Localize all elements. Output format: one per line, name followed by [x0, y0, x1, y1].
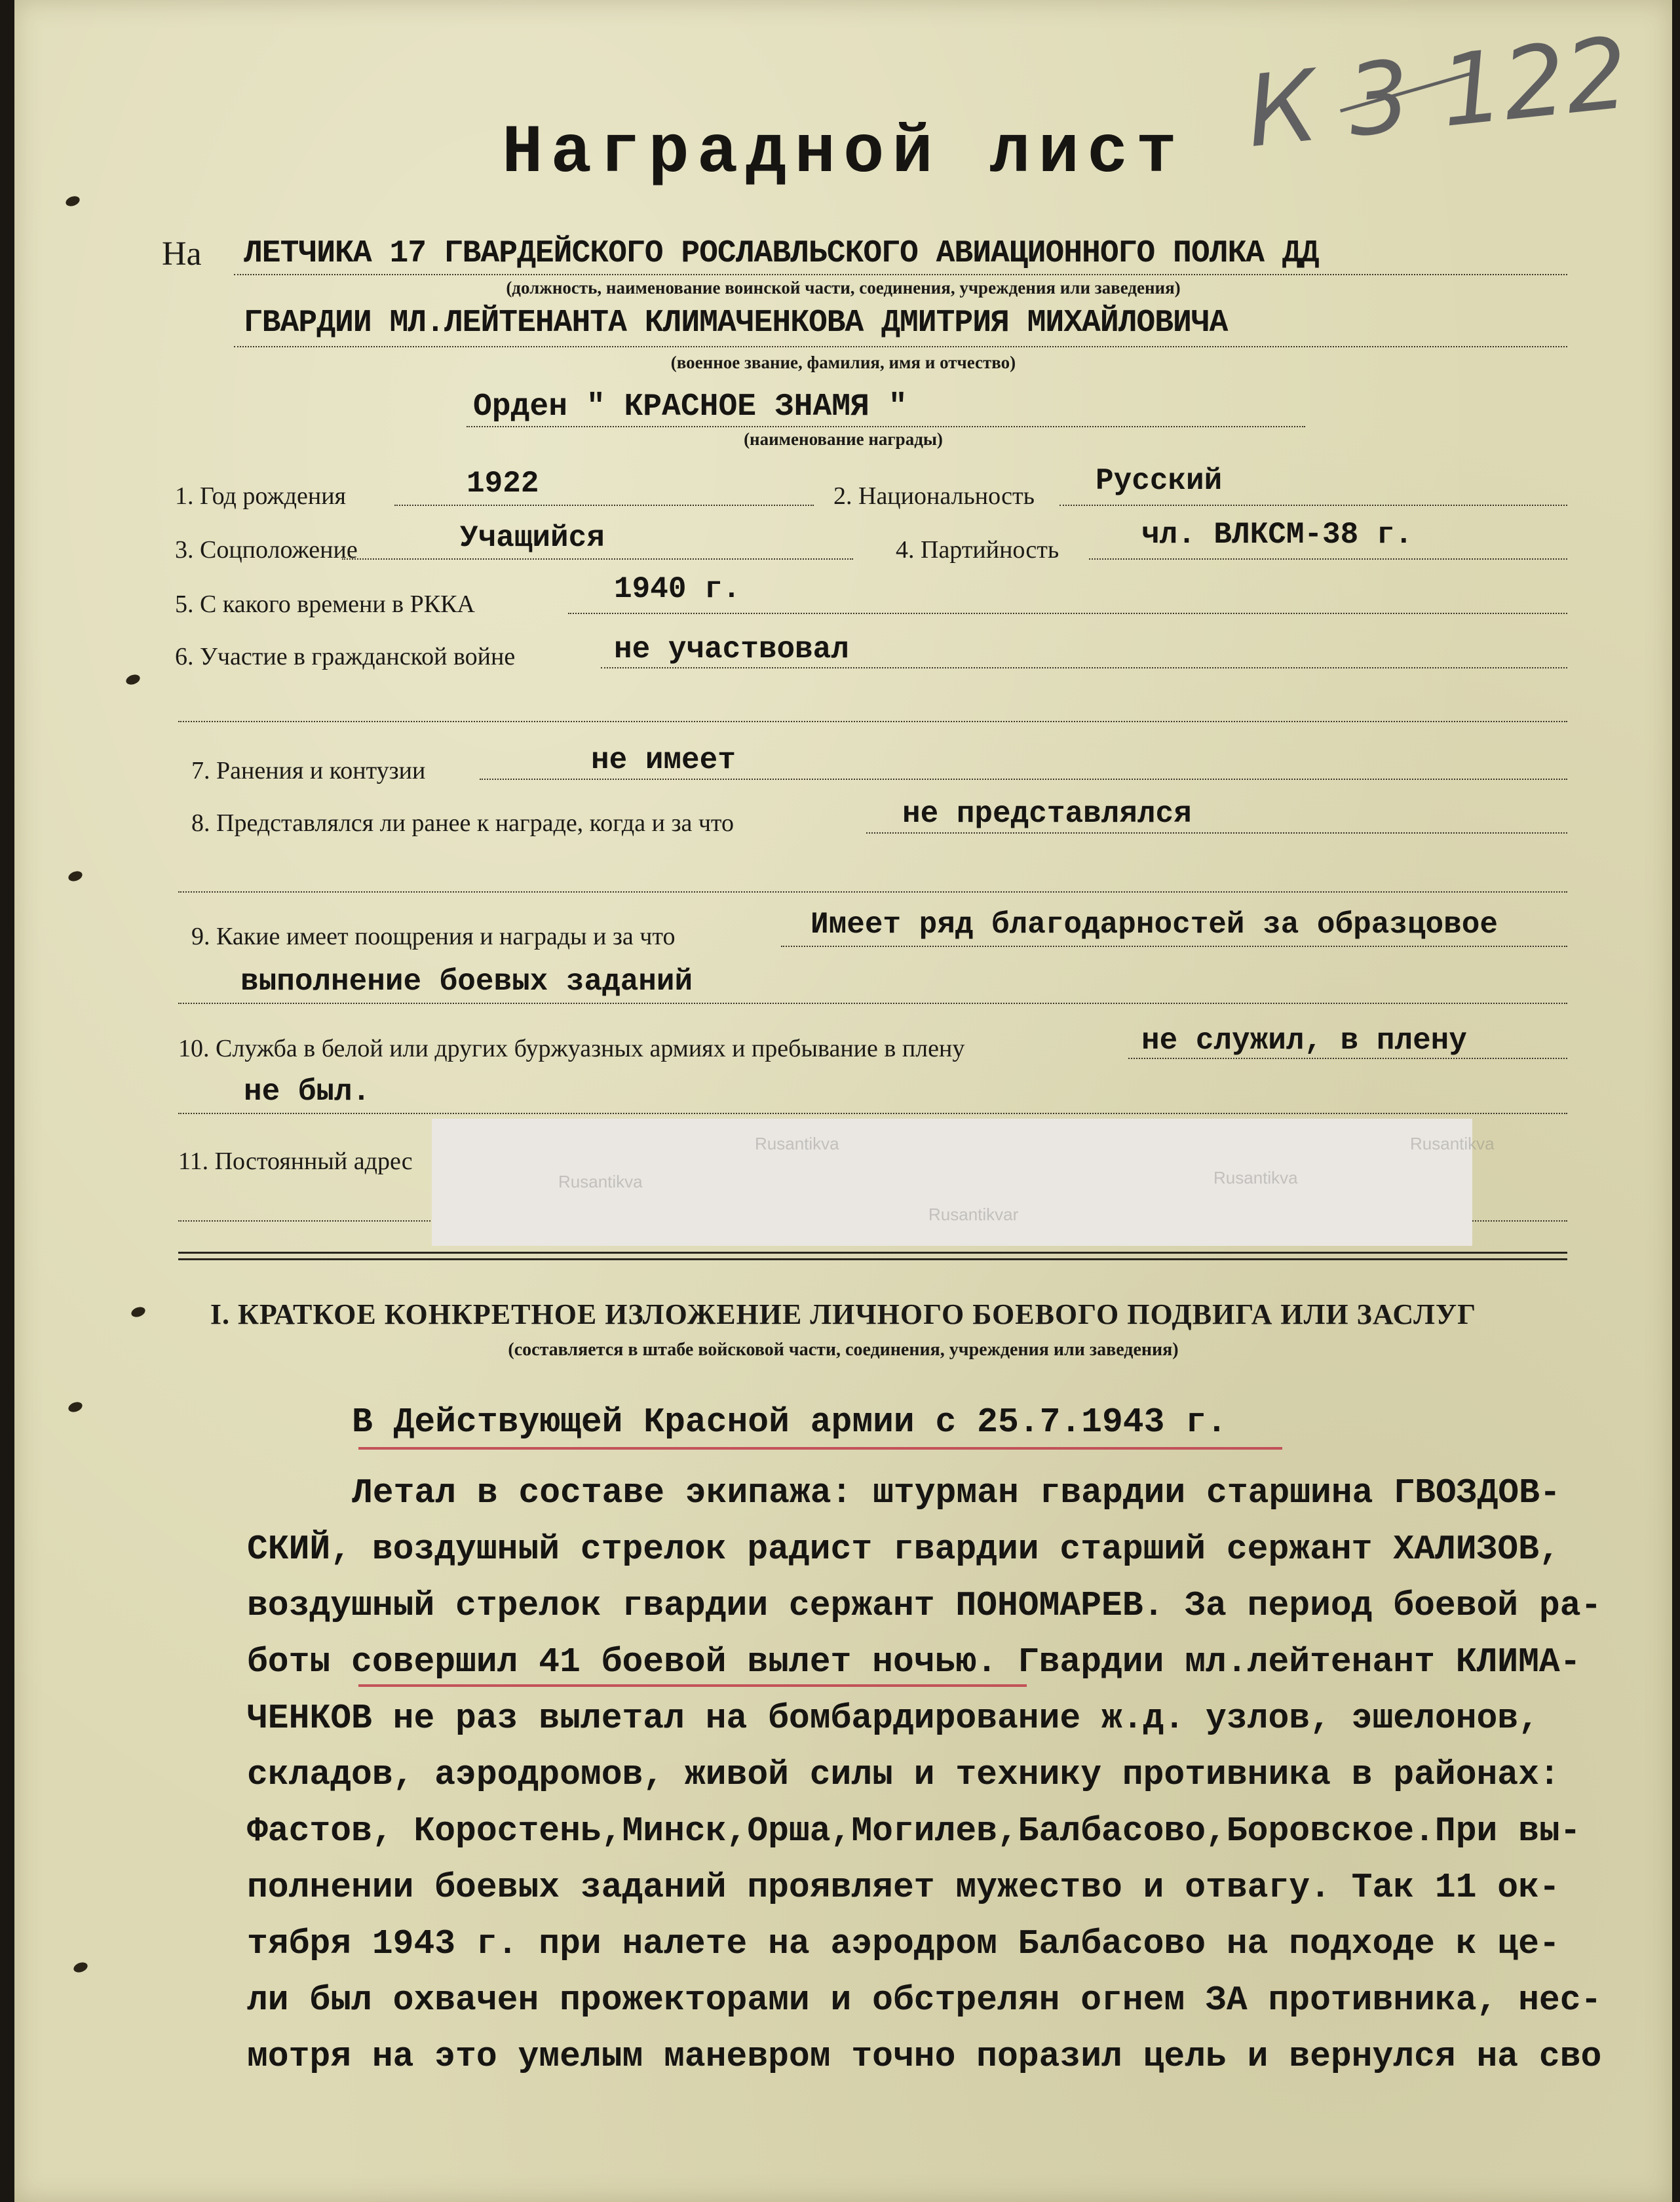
field-white-army-value: не служил, в плену [1141, 1024, 1467, 1058]
text-line: ЧЕНКОВ не раз вылетал на бомбардирование ж.д. узлов, эшелонов, [247, 1699, 1539, 1738]
text-line: боты совершил 41 боевой вылет ночью. Гвардии мл.лейтенант КЛИМА- [247, 1642, 1581, 1682]
field-incentives-label: 9. Какие имеет поощрения и награды и за что [191, 923, 676, 950]
field-wounds-label: 7. Ранения и контузии [191, 757, 426, 784]
field-underline [178, 891, 1567, 893]
section-separator [178, 1252, 1567, 1254]
field-underline [394, 505, 814, 506]
name-caption: (военное звание, фамилия, имя и отчество) [670, 353, 1016, 372]
punch-hole [72, 1961, 88, 1975]
field-incentives-value-continued: выполнение боевых заданий [240, 965, 693, 999]
to-prefix: На [162, 235, 202, 273]
section-separator [178, 1258, 1567, 1260]
award-caption: (наименование награды) [744, 429, 943, 449]
watermark: Rusantikvar [928, 1205, 1019, 1224]
field-underline [178, 1003, 1567, 1004]
field-party-value: чл. ВЛКСМ-38 г. [1141, 518, 1413, 552]
field-white-army-label: 10. Служба в белой или других буржуазных армиях и пребывание в плену [178, 1035, 965, 1062]
field-social-status-value: Учащийся [460, 521, 605, 555]
punch-hole [67, 870, 83, 883]
text-line: воздушный стрелок гвардии сержант ПОНОМАРЕВ. За период боевой ра- [247, 1586, 1602, 1625]
text-line: Летал в составе экипажа: штурман гвардии старшина ГВОЗДОВ- [352, 1473, 1561, 1513]
section-title: I. КРАТКОЕ КОНКРЕТНОЕ ИЗЛОЖЕНИЕ ЛИЧНОГО БОЕВОГО ПОДВИГА ИЛИ ЗАСЛУГ [210, 1298, 1477, 1330]
field-birth-year-value: 1922 [467, 467, 539, 501]
archive-handwritten-number: К 3 122 [1241, 16, 1634, 170]
text-line: Фастов, Коростень,Минск,Орша,Могилев,Балбасово,Боровское.При вы- [247, 1811, 1581, 1851]
field-underline [601, 667, 1567, 668]
text-line: полнении боевых заданий проявляет мужество и отвагу. Так 11 ок- [247, 1868, 1560, 1907]
field-underline [178, 721, 1567, 722]
field-social-status-label: 3. Соцположение [175, 536, 358, 564]
position-caption: (должность, наименование воинской части, соединения, учреждения или заведения) [506, 278, 1181, 298]
document-title: Наградной лист [502, 115, 1185, 192]
watermark: Rusantikva [755, 1134, 839, 1153]
field-incentives-value: Имеет ряд благодарностей за образцовое [811, 908, 1498, 942]
field-rkka-since-label: 5. С какого времени в РККА [175, 590, 475, 618]
field-underline [781, 946, 1567, 947]
position-underline [234, 274, 1567, 275]
field-underline [480, 779, 1567, 780]
punch-hole [64, 195, 81, 208]
award-sheet-page [14, 0, 1672, 2202]
award-underline [467, 426, 1305, 427]
red-underline [358, 1684, 1027, 1687]
field-wounds-value: не имеет [591, 743, 736, 777]
text-line: складов, аэродромов, живой силы и технику противника в районах: [247, 1755, 1560, 1794]
name-value: ГВАРДИИ МЛ.ЛЕЙТЕНАНТА КЛИМАЧЕНКОВА ДМИТРИЯ МИХАЙЛОВИЧА [244, 305, 1228, 341]
field-underline [178, 1113, 1567, 1114]
punch-hole [124, 673, 141, 687]
field-previous-awards-label: 8. Представлялся ли ранее к награде, когда и за что [191, 809, 735, 837]
text-line: СКИЙ, воздушный стрелок радист гвардии старший сержант ХАЛИЗОВ, [247, 1530, 1560, 1569]
position-value: ЛЕТЧИКА 17 ГВАРДЕЙСКОГО РОСЛАВЛЬСКОГО АВИАЦИОННОГО ПОЛКА ДД [244, 236, 1319, 271]
section-caption: (составляется в штабе войсковой части, соединения, учреждения или заведения) [508, 1340, 1179, 1360]
punch-hole [67, 1400, 83, 1414]
name-underline [234, 346, 1567, 347]
red-underline [358, 1447, 1282, 1450]
text-line: мотря на это умелым маневром точно поразил цель и вернулся на сво [247, 2037, 1602, 2076]
field-white-army-value-continued: не был. [244, 1075, 371, 1109]
award-value: Орден " КРАСНОЕ ЗНАМЯ " [473, 389, 907, 425]
field-civil-war-label: 6. Участие в гражданской войне [175, 643, 516, 670]
field-rkka-since-value: 1940 г. [614, 572, 741, 606]
text-line: ли был охвачен прожекторами и обстрелян огнем ЗА противника, нес- [247, 1980, 1602, 2020]
field-underline [1128, 1058, 1567, 1059]
field-address-label: 11. Постоянный адрес [178, 1148, 413, 1175]
field-nationality-value: Русский [1096, 464, 1223, 498]
field-nationality-label: 2. Национальность [833, 482, 1035, 510]
field-underline [1089, 558, 1567, 560]
watermark: Rusantikva [1410, 1134, 1495, 1153]
field-underline [866, 832, 1567, 834]
field-previous-awards-value: не представлялся [902, 797, 1192, 831]
text-line: тября 1943 г. при налете на аэродром Балбасово на подходе к це- [247, 1924, 1560, 1963]
field-underline [1060, 505, 1567, 506]
watermark: Rusantikva [558, 1172, 643, 1191]
field-underline [568, 613, 1567, 614]
field-birth-year-label: 1. Год рождения [175, 482, 347, 510]
field-civil-war-value: не участвовал [614, 632, 849, 666]
text-line: В Действующей Красной армии с 25.7.1943 г. [352, 1402, 1227, 1442]
field-underline [342, 558, 853, 560]
watermark: Rusantikva [1213, 1168, 1298, 1188]
field-party-label: 4. Партийность [896, 536, 1060, 564]
